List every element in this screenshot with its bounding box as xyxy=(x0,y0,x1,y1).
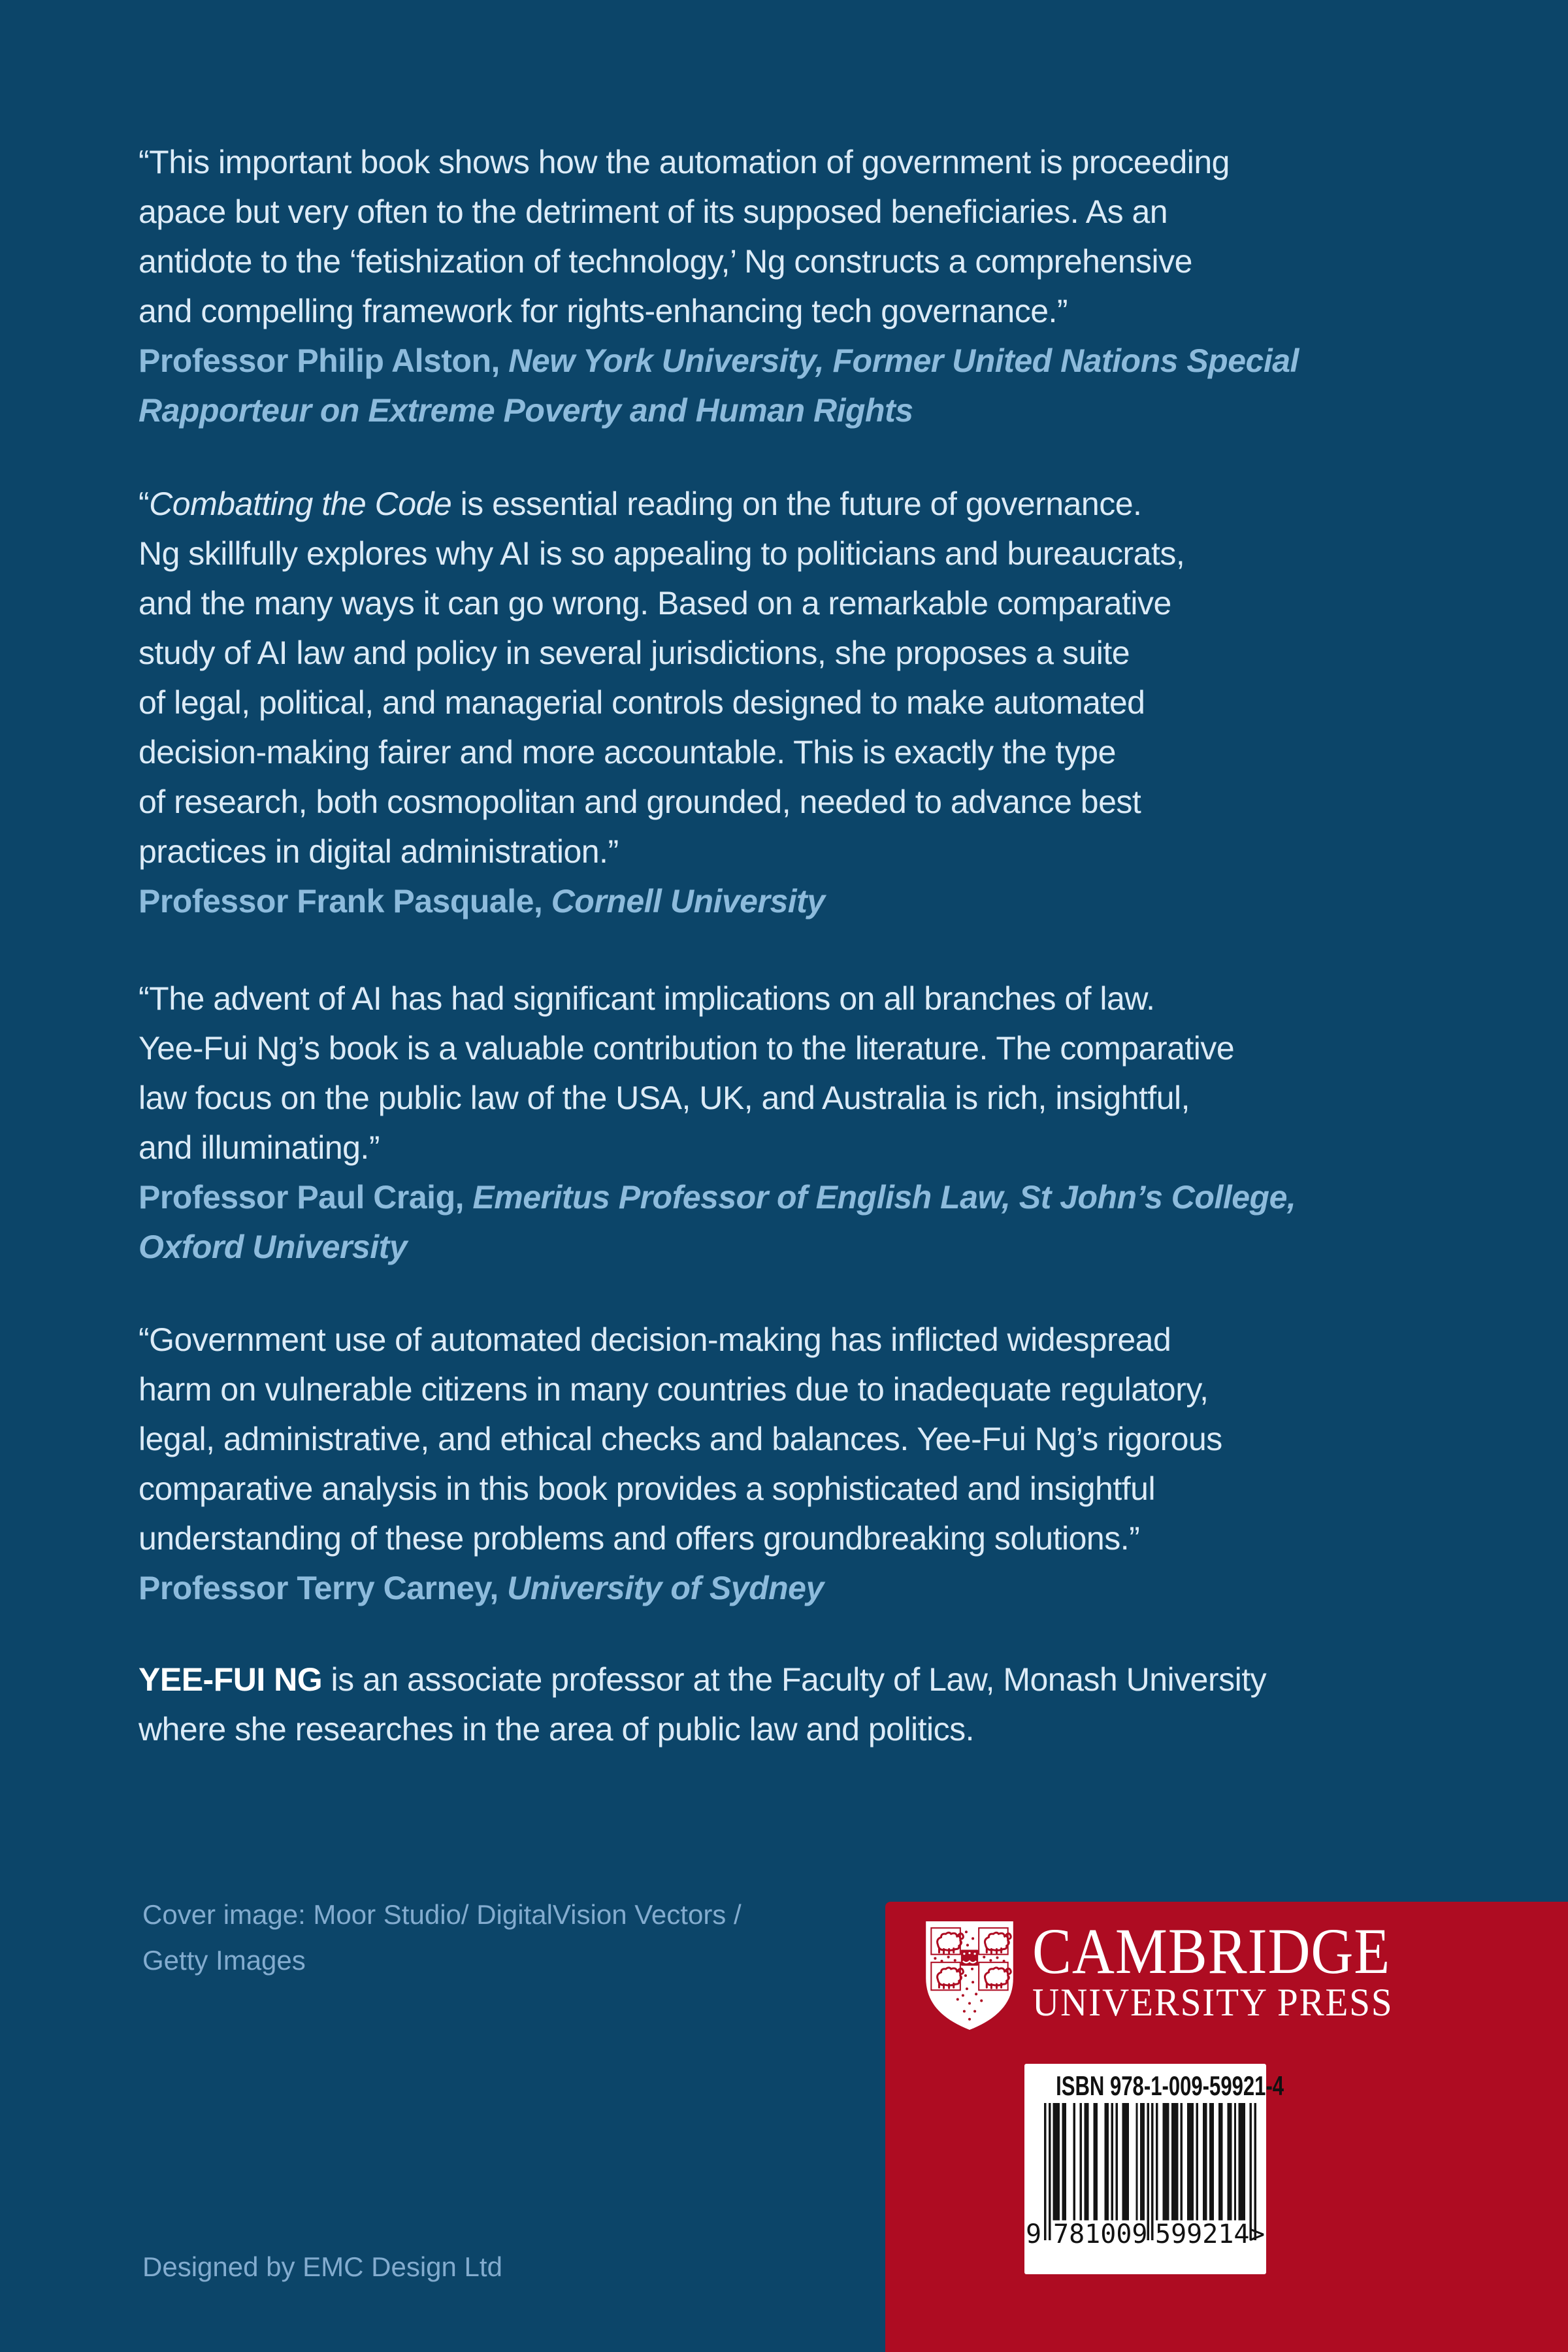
attribution-name: Professor Philip Alston, xyxy=(139,342,509,379)
quote-line xyxy=(139,237,1299,286)
bio-text: where she researches in the area of public law and politics. xyxy=(139,1711,975,1747)
publisher-name: CAMBRIDGE xyxy=(1032,1915,1391,1987)
attribution-affiliation: New York University, Former United Nations Special xyxy=(508,342,1299,379)
barcode-end-char: > xyxy=(1249,2219,1266,2249)
barcode-digit: 9 xyxy=(1026,2219,1042,2249)
quote-line xyxy=(139,1073,1296,1123)
quote-text: apace but very often to the detriment of its supposed beneficiaries. As an xyxy=(139,193,1168,230)
attribution-line xyxy=(139,1172,1296,1222)
cambridge-shield-icon xyxy=(923,1920,1016,2031)
quote-line xyxy=(139,974,1296,1023)
quote-text: Ng skillfully explores why AI is so appealing to politicians and bureaucrats, xyxy=(139,535,1185,572)
quote-line xyxy=(139,1315,1222,1365)
attribution-affiliation: Cornell University xyxy=(551,883,825,919)
quote-text: “Government use of automated decision-making has inflicted widespread xyxy=(139,1321,1171,1358)
quote-line xyxy=(139,628,1184,678)
quote-line xyxy=(139,578,1184,628)
quote-line xyxy=(139,1365,1222,1414)
quote-text: understanding of these problems and offers groundbreaking solutions.” xyxy=(139,1520,1140,1557)
attribution-name: Professor Frank Pasquale, xyxy=(139,883,551,919)
quote-text: study of AI law and policy in several jurisdictions, she proposes a suite xyxy=(139,635,1130,671)
quote-line xyxy=(139,1023,1296,1073)
quote-line xyxy=(139,727,1184,777)
attribution-name: Professor Paul Craig, xyxy=(139,1179,473,1216)
quote-line xyxy=(139,286,1299,336)
barcode-digit-group: 599214 xyxy=(1155,2219,1250,2249)
quote-line xyxy=(139,137,1299,187)
credit-line: Designed by EMC Design Ltd xyxy=(142,2251,502,2282)
credit-line: Getty Images xyxy=(142,1945,306,1976)
attribution-line xyxy=(139,876,1184,926)
quote-craig xyxy=(139,974,1296,1272)
credit-line: Cover image: Moor Studio/ DigitalVision Vectors / xyxy=(142,1899,742,1930)
isbn-barcode-box xyxy=(1024,2064,1284,2274)
attribution-line xyxy=(139,336,1299,386)
quote-text: “The advent of AI has had significant implications on all branches of law. xyxy=(139,980,1155,1017)
publisher-panel xyxy=(885,1902,1568,2352)
quote-text: of research, both cosmopolitan and grounded, needed to advance best xyxy=(139,784,1141,820)
quote-text: “This important book shows how the automation of government is proceeding xyxy=(139,144,1230,180)
attribution-line xyxy=(139,1563,1222,1613)
quote-line xyxy=(139,827,1184,876)
publisher-name-sub: UNIVERSITY PRESS xyxy=(1032,1981,1394,2024)
quote-text: Yee-Fui Ng’s book is a valuable contribution to the literature. The comparative xyxy=(139,1030,1235,1067)
quote-text: decision-making fairer and more accountable. This is exactly the type xyxy=(139,734,1116,770)
quote-alston xyxy=(139,137,1299,435)
quote-line xyxy=(139,678,1184,727)
attribution-line xyxy=(139,1222,1296,1272)
quote-text: and illuminating.” xyxy=(139,1129,380,1166)
quote-text: law focus on the public law of the USA, UK, and Australia is rich, insightful, xyxy=(139,1080,1190,1116)
attribution-line xyxy=(139,386,1299,435)
cover-image-credit xyxy=(142,1892,742,1983)
quote-carney xyxy=(139,1315,1222,1613)
attribution-affiliation: Oxford University xyxy=(139,1229,408,1265)
bio-line xyxy=(139,1704,1266,1754)
bio-line xyxy=(139,1655,1266,1704)
attribution-name: Professor Terry Carney, xyxy=(139,1570,508,1606)
book-title: Combatting the Code xyxy=(149,486,452,522)
quote-text: of legal, political, and managerial controls designed to make automated xyxy=(139,684,1145,721)
quote-text: “ xyxy=(139,486,150,522)
quote-text: legal, administrative, and ethical checks and balances. Yee-Fui Ng’s rigorous xyxy=(139,1421,1222,1457)
quote-text: is essential reading on the future of governance. xyxy=(451,486,1142,522)
author-name: YEE-FUI NG xyxy=(139,1661,323,1698)
author-bio xyxy=(139,1655,1266,1754)
quote-line xyxy=(139,187,1299,237)
quote-line xyxy=(139,479,1184,529)
quote-text: practices in digital administration.” xyxy=(139,833,619,870)
quote-line xyxy=(139,1514,1222,1563)
designer-credit xyxy=(142,2244,502,2290)
quote-text: comparative analysis in this book provides a sophisticated and insightful xyxy=(139,1470,1156,1507)
quote-line xyxy=(139,777,1184,827)
quote-line xyxy=(139,1414,1222,1464)
attribution-affiliation: University of Sydney xyxy=(507,1570,824,1606)
isbn-label: ISBN 978-1-009-59921-4 xyxy=(1056,2070,1284,2101)
attribution-affiliation: Rapporteur on Extreme Poverty and Human Rights xyxy=(139,392,913,429)
barcode-digit-group: 781009 xyxy=(1053,2219,1148,2249)
quote-pasquale xyxy=(139,479,1184,926)
attribution-affiliation: Emeritus Professor of English Law, St John’s College, xyxy=(472,1179,1296,1216)
quote-text: and compelling framework for rights-enhancing tech governance.” xyxy=(139,293,1068,329)
quote-line xyxy=(139,1464,1222,1514)
bio-text: is an associate professor at the Faculty of Law, Monash University xyxy=(322,1661,1267,1698)
quote-line xyxy=(139,529,1184,578)
quote-line xyxy=(139,1123,1296,1172)
quote-text: harm on vulnerable citizens in many countries due to inadequate regulatory, xyxy=(139,1371,1209,1408)
quote-text: and the many ways it can go wrong. Based on a remarkable comparative xyxy=(139,585,1171,621)
quote-text: antidote to the ‘fetishization of technology,’ Ng constructs a comprehensive xyxy=(139,243,1192,280)
